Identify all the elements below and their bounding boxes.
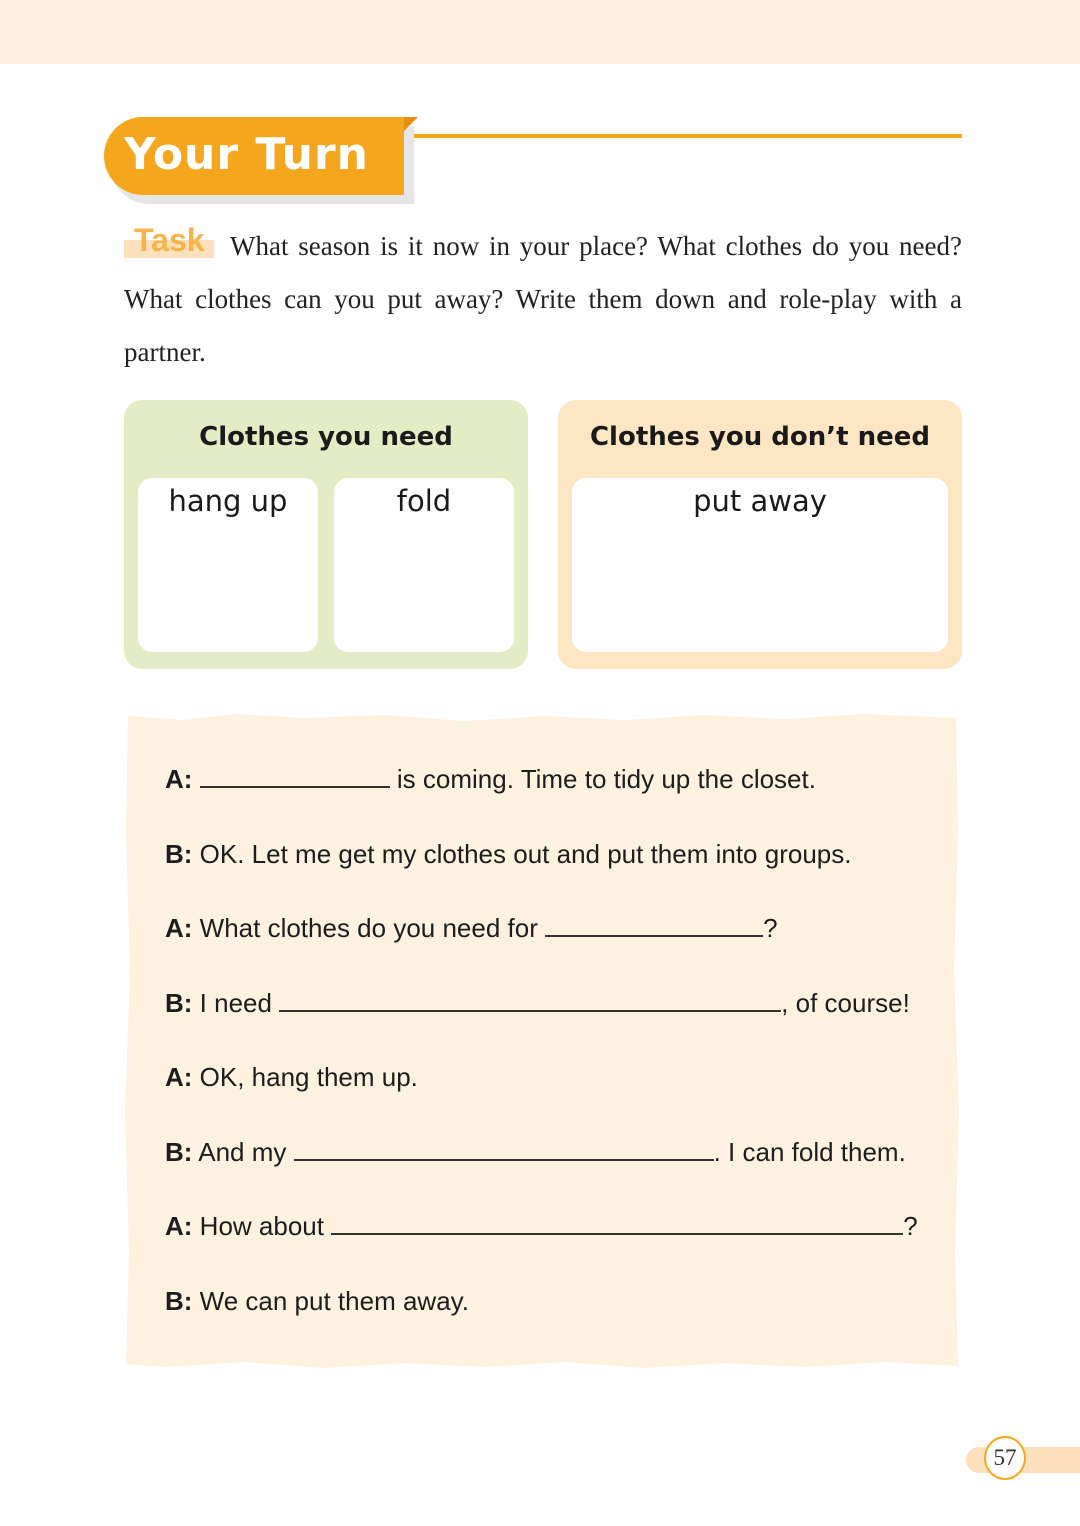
speaker-a: A: <box>165 764 193 794</box>
speaker-b: B: <box>165 839 193 869</box>
dialogue-line-5 <box>165 1062 418 1093</box>
speaker-b: B: <box>165 988 193 1018</box>
clothes-need-title: Clothes you need <box>199 422 453 452</box>
dialogue-text: OK, hang them up. <box>192 1062 418 1092</box>
dialogue-text: . I can fold them. <box>713 1137 906 1167</box>
clothes-need-box <box>124 400 528 669</box>
blank-clothes-fold[interactable] <box>294 1139 714 1161</box>
fold-label: fold <box>396 484 452 518</box>
dialogue-text: What clothes do you need for <box>192 913 546 943</box>
speaker-a: A: <box>165 913 193 943</box>
dialogue-paper <box>124 712 960 1370</box>
page-number: 57 <box>984 1436 1026 1480</box>
dialogue-line-4 <box>165 988 910 1019</box>
put-away-label: put away <box>693 484 827 518</box>
dialogue-line-2 <box>165 839 851 870</box>
paper-background <box>124 712 960 1370</box>
blank-season-2[interactable] <box>545 915 763 937</box>
dialogue-line-1 <box>165 764 816 795</box>
blank-clothes-need[interactable] <box>279 990 781 1012</box>
speaker-a: A: <box>165 1062 193 1092</box>
speaker-b: B: <box>165 1137 193 1167</box>
dialogue-text: And my <box>192 1137 294 1167</box>
clothes-dont-need-title: Clothes you don’t need <box>589 422 931 452</box>
dialogue-text: I need <box>192 988 280 1018</box>
task-instructions: What season is it now in your place? What clothes do you need? What clothes can you put away? Write them down and role-play with a partner. <box>124 231 962 367</box>
dialogue-text: ? <box>903 1211 918 1241</box>
fold-column[interactable] <box>334 478 514 652</box>
hang-up-column[interactable] <box>138 478 318 652</box>
task-label-text: Task <box>134 222 205 258</box>
dialogue-text: How about <box>192 1211 332 1241</box>
speaker-a: A: <box>165 1211 193 1241</box>
dialogue-line-6 <box>165 1137 906 1168</box>
clothes-dont-need-box <box>558 400 962 669</box>
blank-clothes-away[interactable] <box>331 1213 903 1235</box>
blank-season[interactable] <box>200 766 390 788</box>
dialogue-line-8 <box>165 1286 469 1317</box>
section-title: Your Turn <box>124 129 369 180</box>
top-band <box>0 0 1080 64</box>
dialogue-line-3 <box>165 913 778 944</box>
dialogue-text: OK. Let me get my clothes out and put them into groups. <box>192 839 852 869</box>
dialogue-text: We can put them away. <box>192 1286 469 1316</box>
dialogue-line-7 <box>165 1211 918 1242</box>
your-turn-banner <box>104 117 404 195</box>
dialogue-text: , of course! <box>781 988 910 1018</box>
dialogue-text: is coming. Time to tidy up the closet. <box>389 764 816 794</box>
put-away-column[interactable] <box>572 478 948 652</box>
speaker-b: B: <box>165 1286 193 1316</box>
hang-up-label: hang up <box>168 484 288 518</box>
dialogue-text: ? <box>763 913 778 943</box>
banner-rule <box>405 134 962 138</box>
